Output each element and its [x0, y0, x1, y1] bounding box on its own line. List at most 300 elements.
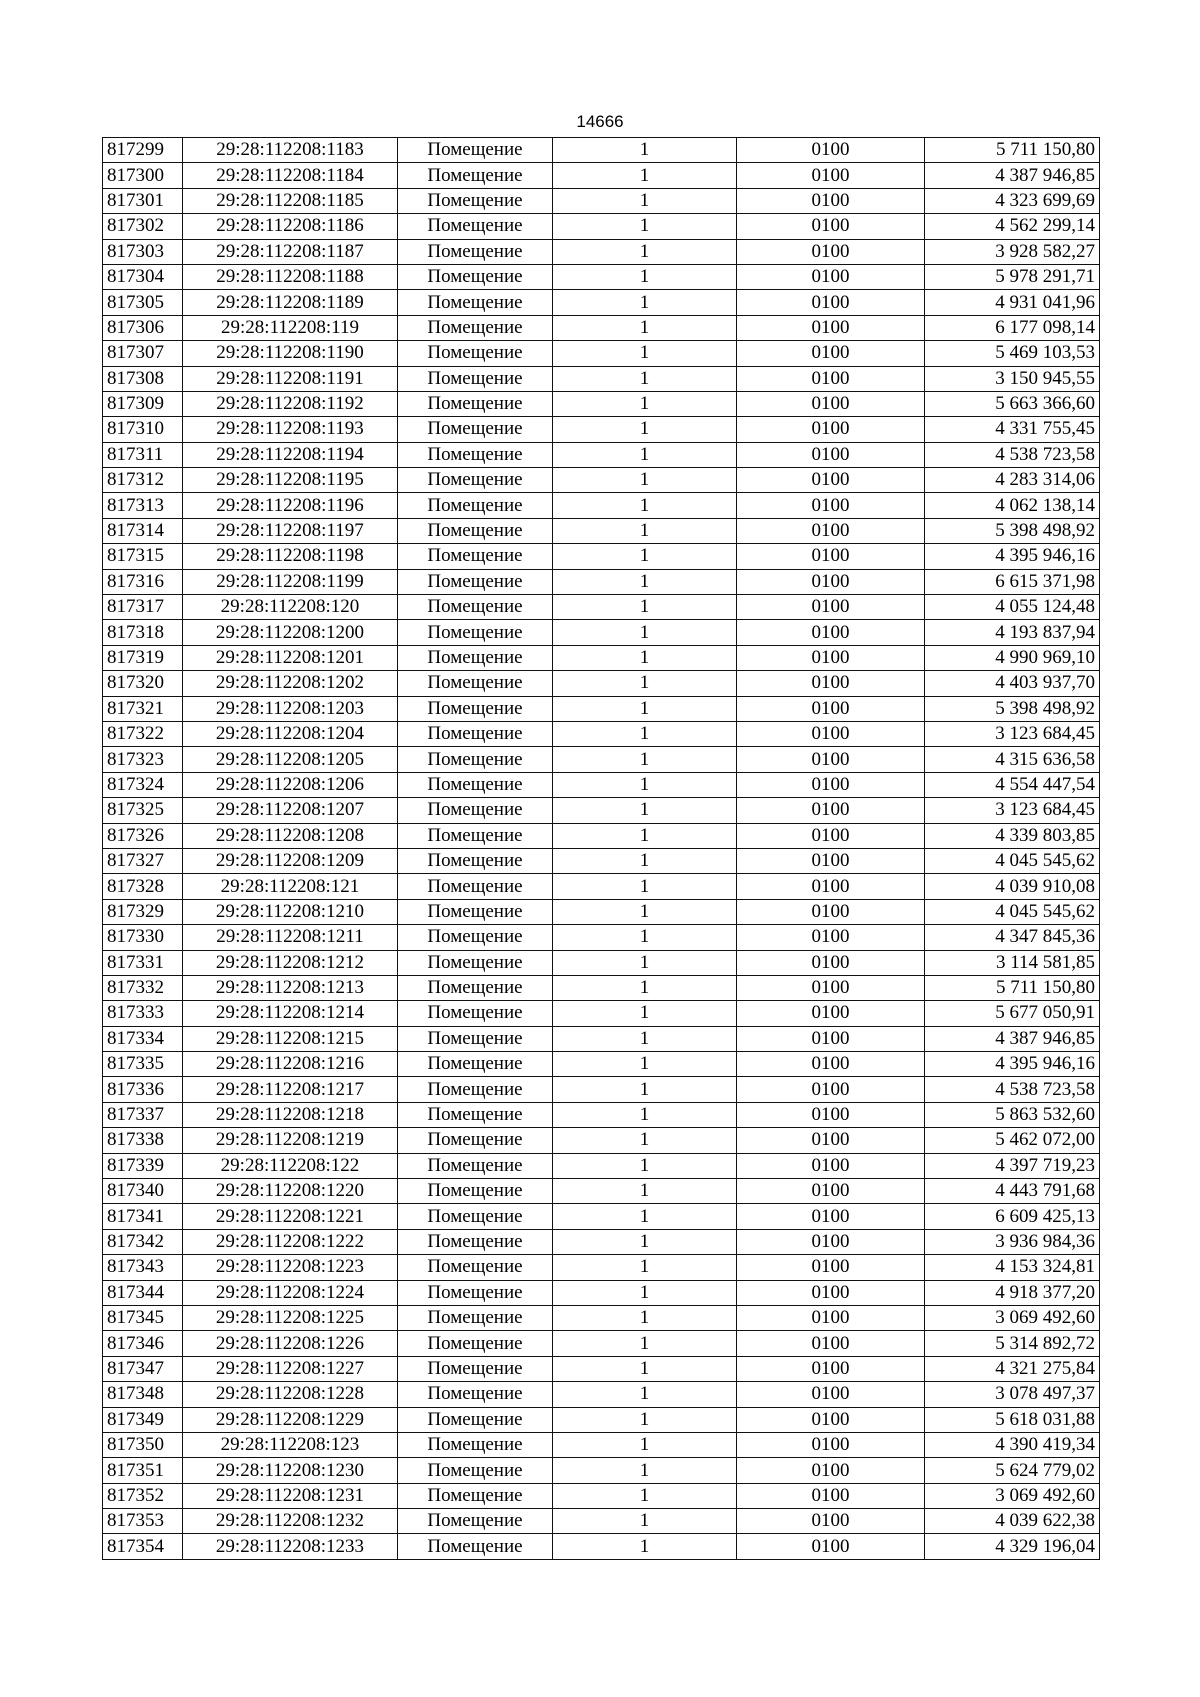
table-row — [103, 188, 1100, 213]
code-cell: 0100 — [737, 214, 925, 239]
code-cell: 0100 — [737, 341, 925, 366]
table-row — [103, 950, 1100, 975]
row-number-cell: 817350 — [103, 1432, 183, 1457]
table-row — [103, 264, 1100, 289]
row-number-cell: 817301 — [103, 188, 183, 213]
table-row — [103, 214, 1100, 239]
quantity-cell: 1 — [553, 264, 737, 289]
cadastral-value-cell: 5 398 498,92 — [925, 696, 1100, 721]
quantity-cell: 1 — [553, 645, 737, 670]
row-number-cell: 817351 — [103, 1458, 183, 1483]
cadastral-value-cell: 4 045 545,62 — [925, 899, 1100, 924]
row-number-cell: 817348 — [103, 1382, 183, 1407]
row-number-cell: 817333 — [103, 1001, 183, 1026]
cadastral-number-cell: 29:28:112208:1232 — [183, 1509, 398, 1534]
row-number-cell: 817335 — [103, 1052, 183, 1077]
row-number-cell: 817343 — [103, 1255, 183, 1280]
cadastral-number-cell: 29:28:112208:122 — [183, 1153, 398, 1178]
cadastral-number-cell: 29:28:112208:1229 — [183, 1407, 398, 1432]
cadastral-number-cell: 29:28:112208:1224 — [183, 1280, 398, 1305]
object-type-cell: Помещение — [398, 1331, 553, 1356]
cadastral-value-cell: 4 403 937,70 — [925, 671, 1100, 696]
quantity-cell: 1 — [553, 950, 737, 975]
object-type-cell: Помещение — [398, 1153, 553, 1178]
quantity-cell: 1 — [553, 747, 737, 772]
code-cell: 0100 — [737, 1179, 925, 1204]
quantity-cell: 1 — [553, 595, 737, 620]
row-number-cell: 817354 — [103, 1534, 183, 1559]
object-type-cell: Помещение — [398, 1255, 553, 1280]
code-cell: 0100 — [737, 645, 925, 670]
cadastral-value-cell: 4 315 636,58 — [925, 747, 1100, 772]
quantity-cell: 1 — [553, 1382, 737, 1407]
row-number-cell: 817325 — [103, 798, 183, 823]
cadastral-number-cell: 29:28:112208:1195 — [183, 468, 398, 493]
table-row — [103, 417, 1100, 442]
table-row — [103, 1179, 1100, 1204]
quantity-cell: 1 — [553, 290, 737, 315]
quantity-cell: 1 — [553, 569, 737, 594]
cadastral-value-cell: 4 039 910,08 — [925, 874, 1100, 899]
row-number-cell: 817353 — [103, 1509, 183, 1534]
object-type-cell: Помещение — [398, 899, 553, 924]
cadastral-number-cell: 29:28:112208:1217 — [183, 1077, 398, 1102]
cadastral-value-cell: 4 347 845,36 — [925, 925, 1100, 950]
cadastral-number-cell: 29:28:112208:1221 — [183, 1204, 398, 1229]
object-type-cell: Помещение — [398, 1229, 553, 1254]
code-cell: 0100 — [737, 747, 925, 772]
quantity-cell: 1 — [553, 417, 737, 442]
cadastral-number-cell: 29:28:112208:1183 — [183, 138, 398, 163]
cadastral-number-cell: 29:28:112208:1190 — [183, 341, 398, 366]
table-row — [103, 1280, 1100, 1305]
object-type-cell: Помещение — [398, 1356, 553, 1381]
cadastral-value-cell: 4 045 545,62 — [925, 848, 1100, 873]
row-number-cell: 817334 — [103, 1026, 183, 1051]
quantity-cell: 1 — [553, 1179, 737, 1204]
cadastral-number-cell: 29:28:112208:1206 — [183, 772, 398, 797]
cadastral-value-cell: 5 978 291,71 — [925, 264, 1100, 289]
code-cell: 0100 — [737, 1356, 925, 1381]
cadastral-value-cell: 4 397 719,23 — [925, 1153, 1100, 1178]
code-cell: 0100 — [737, 1026, 925, 1051]
code-cell: 0100 — [737, 366, 925, 391]
code-cell: 0100 — [737, 1483, 925, 1508]
cadastral-number-cell: 29:28:112208:1213 — [183, 975, 398, 1000]
table-row — [103, 823, 1100, 848]
cadastral-number-cell: 29:28:112208:1188 — [183, 264, 398, 289]
cadastral-number-cell: 29:28:112208:1223 — [183, 1255, 398, 1280]
cadastral-number-cell: 29:28:112208:120 — [183, 595, 398, 620]
table-row — [103, 569, 1100, 594]
object-type-cell: Помещение — [398, 569, 553, 594]
object-type-cell: Помещение — [398, 315, 553, 340]
cadastral-number-cell: 29:28:112208:1191 — [183, 366, 398, 391]
row-number-cell: 817341 — [103, 1204, 183, 1229]
quantity-cell: 1 — [553, 1509, 737, 1534]
row-number-cell: 817300 — [103, 163, 183, 188]
cadastral-value-cell: 5 863 532,60 — [925, 1102, 1100, 1127]
code-cell: 0100 — [737, 1331, 925, 1356]
code-cell: 0100 — [737, 493, 925, 518]
table-row — [103, 595, 1100, 620]
code-cell: 0100 — [737, 1534, 925, 1559]
cadastral-number-cell: 29:28:112208:1193 — [183, 417, 398, 442]
code-cell: 0100 — [737, 1458, 925, 1483]
cadastral-value-cell: 4 538 723,58 — [925, 442, 1100, 467]
cadastral-number-cell: 29:28:112208:1231 — [183, 1483, 398, 1508]
quantity-cell: 1 — [553, 1305, 737, 1330]
code-cell: 0100 — [737, 138, 925, 163]
code-cell: 0100 — [737, 899, 925, 924]
table-row — [103, 1356, 1100, 1381]
object-type-cell: Помещение — [398, 1001, 553, 1026]
code-cell: 0100 — [737, 1280, 925, 1305]
cadastral-value-cell: 4 331 755,45 — [925, 417, 1100, 442]
object-type-cell: Помещение — [398, 1026, 553, 1051]
table-row — [103, 1255, 1100, 1280]
cadastral-number-cell: 29:28:112208:123 — [183, 1432, 398, 1457]
quantity-cell: 1 — [553, 1407, 737, 1432]
cadastral-value-cell: 4 193 837,94 — [925, 620, 1100, 645]
quantity-cell: 1 — [553, 874, 737, 899]
cadastral-number-cell: 29:28:112208:1185 — [183, 188, 398, 213]
object-type-cell: Помещение — [398, 620, 553, 645]
code-cell: 0100 — [737, 1001, 925, 1026]
cadastral-number-cell: 29:28:112208:1207 — [183, 798, 398, 823]
cadastral-number-cell: 29:28:112208:1227 — [183, 1356, 398, 1381]
object-type-cell: Помещение — [398, 925, 553, 950]
object-type-cell: Помещение — [398, 1432, 553, 1457]
cadastral-number-cell: 29:28:112208:1208 — [183, 823, 398, 848]
cadastral-value-cell: 4 339 803,85 — [925, 823, 1100, 848]
cadastral-value-cell: 5 618 031,88 — [925, 1407, 1100, 1432]
cadastral-value-cell: 4 395 946,16 — [925, 1052, 1100, 1077]
table-row — [103, 721, 1100, 746]
code-cell: 0100 — [737, 950, 925, 975]
code-cell: 0100 — [737, 290, 925, 315]
table-row — [103, 1483, 1100, 1508]
code-cell: 0100 — [737, 1153, 925, 1178]
row-number-cell: 817302 — [103, 214, 183, 239]
row-number-cell: 817346 — [103, 1331, 183, 1356]
row-number-cell: 817316 — [103, 569, 183, 594]
row-number-cell: 817328 — [103, 874, 183, 899]
object-type-cell: Помещение — [398, 1382, 553, 1407]
quantity-cell: 1 — [553, 1534, 737, 1559]
cadastral-value-cell: 5 677 050,91 — [925, 1001, 1100, 1026]
object-type-cell: Помещение — [398, 290, 553, 315]
cadastral-value-cell: 3 150 945,55 — [925, 366, 1100, 391]
object-type-cell: Помещение — [398, 341, 553, 366]
code-cell: 0100 — [737, 264, 925, 289]
code-cell: 0100 — [737, 798, 925, 823]
cadastral-value-cell: 4 039 622,38 — [925, 1509, 1100, 1534]
code-cell: 0100 — [737, 848, 925, 873]
registry-table-body — [103, 138, 1100, 1560]
table-row — [103, 1432, 1100, 1457]
code-cell: 0100 — [737, 1128, 925, 1153]
cadastral-number-cell: 29:28:112208:1198 — [183, 544, 398, 569]
code-cell: 0100 — [737, 468, 925, 493]
table-row — [103, 1026, 1100, 1051]
table-row — [103, 620, 1100, 645]
table-row — [103, 341, 1100, 366]
table-row — [103, 1382, 1100, 1407]
object-type-cell: Помещение — [398, 1204, 553, 1229]
cadastral-number-cell: 29:28:112208:1209 — [183, 848, 398, 873]
table-row — [103, 163, 1100, 188]
table-row — [103, 1331, 1100, 1356]
quantity-cell: 1 — [553, 696, 737, 721]
quantity-cell: 1 — [553, 899, 737, 924]
row-number-cell: 817313 — [103, 493, 183, 518]
row-number-cell: 817344 — [103, 1280, 183, 1305]
cadastral-number-cell: 29:28:112208:1202 — [183, 671, 398, 696]
table-row — [103, 518, 1100, 543]
code-cell: 0100 — [737, 1305, 925, 1330]
cadastral-value-cell: 3 936 984,36 — [925, 1229, 1100, 1254]
object-type-cell: Помещение — [398, 671, 553, 696]
quantity-cell: 1 — [553, 1001, 737, 1026]
object-type-cell: Помещение — [398, 1483, 553, 1508]
cadastral-value-cell: 4 443 791,68 — [925, 1179, 1100, 1204]
code-cell: 0100 — [737, 544, 925, 569]
code-cell: 0100 — [737, 1509, 925, 1534]
table-row — [103, 391, 1100, 416]
object-type-cell: Помещение — [398, 163, 553, 188]
object-type-cell: Помещение — [398, 493, 553, 518]
quantity-cell: 1 — [553, 1280, 737, 1305]
cadastral-value-cell: 3 114 581,85 — [925, 950, 1100, 975]
cadastral-number-cell: 29:28:112208:1219 — [183, 1128, 398, 1153]
quantity-cell: 1 — [553, 1026, 737, 1051]
object-type-cell: Помещение — [398, 214, 553, 239]
code-cell: 0100 — [737, 823, 925, 848]
row-number-cell: 817326 — [103, 823, 183, 848]
code-cell: 0100 — [737, 1229, 925, 1254]
cadastral-value-cell: 4 329 196,04 — [925, 1534, 1100, 1559]
cadastral-number-cell: 29:28:112208:1220 — [183, 1179, 398, 1204]
quantity-cell: 1 — [553, 391, 737, 416]
row-number-cell: 817339 — [103, 1153, 183, 1178]
table-row — [103, 1001, 1100, 1026]
quantity-cell: 1 — [553, 366, 737, 391]
object-type-cell: Помещение — [398, 595, 553, 620]
cadastral-number-cell: 29:28:112208:1184 — [183, 163, 398, 188]
row-number-cell: 817312 — [103, 468, 183, 493]
object-type-cell: Помещение — [398, 366, 553, 391]
quantity-cell: 1 — [553, 1255, 737, 1280]
code-cell: 0100 — [737, 1077, 925, 1102]
object-type-cell: Помещение — [398, 1305, 553, 1330]
quantity-cell: 1 — [553, 544, 737, 569]
cadastral-number-cell: 29:28:112208:1205 — [183, 747, 398, 772]
cadastral-value-cell: 6 177 098,14 — [925, 315, 1100, 340]
cadastral-number-cell: 29:28:112208:1225 — [183, 1305, 398, 1330]
object-type-cell: Помещение — [398, 1052, 553, 1077]
cadastral-number-cell: 29:28:112208:1215 — [183, 1026, 398, 1051]
cadastral-value-cell: 4 395 946,16 — [925, 544, 1100, 569]
cadastral-value-cell: 5 663 366,60 — [925, 391, 1100, 416]
quantity-cell: 1 — [553, 772, 737, 797]
code-cell: 0100 — [737, 620, 925, 645]
quantity-cell: 1 — [553, 721, 737, 746]
row-number-cell: 817310 — [103, 417, 183, 442]
row-number-cell: 817307 — [103, 341, 183, 366]
quantity-cell: 1 — [553, 493, 737, 518]
cadastral-number-cell: 29:28:112208:1203 — [183, 696, 398, 721]
row-number-cell: 817317 — [103, 595, 183, 620]
row-number-cell: 817319 — [103, 645, 183, 670]
table-row — [103, 747, 1100, 772]
quantity-cell: 1 — [553, 341, 737, 366]
row-number-cell: 817323 — [103, 747, 183, 772]
cadastral-number-cell: 29:28:112208:1189 — [183, 290, 398, 315]
table-row — [103, 1204, 1100, 1229]
object-type-cell: Помещение — [398, 798, 553, 823]
code-cell: 0100 — [737, 1382, 925, 1407]
object-type-cell: Помещение — [398, 239, 553, 264]
cadastral-value-cell: 4 055 124,48 — [925, 595, 1100, 620]
cadastral-value-cell: 4 538 723,58 — [925, 1077, 1100, 1102]
table-row — [103, 1305, 1100, 1330]
table-row — [103, 1128, 1100, 1153]
quantity-cell: 1 — [553, 468, 737, 493]
quantity-cell: 1 — [553, 214, 737, 239]
quantity-cell: 1 — [553, 1432, 737, 1457]
quantity-cell: 1 — [553, 1331, 737, 1356]
quantity-cell: 1 — [553, 163, 737, 188]
object-type-cell: Помещение — [398, 442, 553, 467]
quantity-cell: 1 — [553, 975, 737, 1000]
cadastral-value-cell: 4 390 419,34 — [925, 1432, 1100, 1457]
cadastral-number-cell: 29:28:112208:1196 — [183, 493, 398, 518]
cadastral-value-cell: 6 615 371,98 — [925, 569, 1100, 594]
table-row — [103, 1458, 1100, 1483]
cadastral-number-cell: 29:28:112208:1197 — [183, 518, 398, 543]
cadastral-number-cell: 29:28:112208:1212 — [183, 950, 398, 975]
row-number-cell: 817304 — [103, 264, 183, 289]
cadastral-value-cell: 4 323 699,69 — [925, 188, 1100, 213]
row-number-cell: 817327 — [103, 848, 183, 873]
cadastral-number-cell: 29:28:112208:1214 — [183, 1001, 398, 1026]
quantity-cell: 1 — [553, 1128, 737, 1153]
table-row — [103, 874, 1100, 899]
cadastral-value-cell: 4 153 324,81 — [925, 1255, 1100, 1280]
object-type-cell: Помещение — [398, 721, 553, 746]
code-cell: 0100 — [737, 442, 925, 467]
object-type-cell: Помещение — [398, 138, 553, 163]
cadastral-number-cell: 29:28:112208:1201 — [183, 645, 398, 670]
row-number-cell: 817303 — [103, 239, 183, 264]
cadastral-value-cell: 3 123 684,45 — [925, 798, 1100, 823]
code-cell: 0100 — [737, 1432, 925, 1457]
table-row — [103, 899, 1100, 924]
row-number-cell: 817311 — [103, 442, 183, 467]
row-number-cell: 817329 — [103, 899, 183, 924]
object-type-cell: Помещение — [398, 950, 553, 975]
cadastral-value-cell: 5 462 072,00 — [925, 1128, 1100, 1153]
object-type-cell: Помещение — [398, 1077, 553, 1102]
object-type-cell: Помещение — [398, 188, 553, 213]
cadastral-number-cell: 29:28:112208:1211 — [183, 925, 398, 950]
cadastral-value-cell: 6 609 425,13 — [925, 1204, 1100, 1229]
cadastral-value-cell: 4 387 946,85 — [925, 163, 1100, 188]
code-cell: 0100 — [737, 391, 925, 416]
table-row — [103, 1229, 1100, 1254]
cadastral-value-cell: 4 387 946,85 — [925, 1026, 1100, 1051]
table-row — [103, 696, 1100, 721]
cadastral-value-cell: 4 554 447,54 — [925, 772, 1100, 797]
quantity-cell: 1 — [553, 1458, 737, 1483]
table-row — [103, 645, 1100, 670]
row-number-cell: 817322 — [103, 721, 183, 746]
object-type-cell: Помещение — [398, 975, 553, 1000]
quantity-cell: 1 — [553, 1102, 737, 1127]
object-type-cell: Помещение — [398, 696, 553, 721]
row-number-cell: 817305 — [103, 290, 183, 315]
cadastral-number-cell: 29:28:112208:1233 — [183, 1534, 398, 1559]
cadastral-value-cell: 4 562 299,14 — [925, 214, 1100, 239]
object-type-cell: Помещение — [398, 544, 553, 569]
row-number-cell: 817345 — [103, 1305, 183, 1330]
table-row — [103, 925, 1100, 950]
table-row — [103, 1052, 1100, 1077]
quantity-cell: 1 — [553, 925, 737, 950]
quantity-cell: 1 — [553, 138, 737, 163]
table-row — [103, 798, 1100, 823]
cadastral-value-cell: 3 928 582,27 — [925, 239, 1100, 264]
table-row — [103, 468, 1100, 493]
quantity-cell: 1 — [553, 1483, 737, 1508]
cadastral-value-cell: 5 398 498,92 — [925, 518, 1100, 543]
cadastral-value-cell: 3 123 684,45 — [925, 721, 1100, 746]
table-row — [103, 442, 1100, 467]
code-cell: 0100 — [737, 874, 925, 899]
row-number-cell: 817299 — [103, 138, 183, 163]
object-type-cell: Помещение — [398, 772, 553, 797]
table-row — [103, 1509, 1100, 1534]
code-cell: 0100 — [737, 315, 925, 340]
code-cell: 0100 — [737, 239, 925, 264]
quantity-cell: 1 — [553, 315, 737, 340]
object-type-cell: Помещение — [398, 1102, 553, 1127]
table-row — [103, 1534, 1100, 1559]
code-cell: 0100 — [737, 1052, 925, 1077]
registry-table — [102, 137, 1100, 1560]
code-cell: 0100 — [737, 188, 925, 213]
quantity-cell: 1 — [553, 518, 737, 543]
quantity-cell: 1 — [553, 1052, 737, 1077]
table-row — [103, 290, 1100, 315]
table-row — [103, 671, 1100, 696]
quantity-cell: 1 — [553, 188, 737, 213]
quantity-cell: 1 — [553, 823, 737, 848]
code-cell: 0100 — [737, 595, 925, 620]
row-number-cell: 817352 — [103, 1483, 183, 1508]
quantity-cell: 1 — [553, 1229, 737, 1254]
cadastral-number-cell: 29:28:112208:1187 — [183, 239, 398, 264]
object-type-cell: Помещение — [398, 1179, 553, 1204]
row-number-cell: 817321 — [103, 696, 183, 721]
table-row — [103, 1407, 1100, 1432]
object-type-cell: Помещение — [398, 645, 553, 670]
row-number-cell: 817306 — [103, 315, 183, 340]
code-cell: 0100 — [737, 772, 925, 797]
row-number-cell: 817330 — [103, 925, 183, 950]
cadastral-value-cell: 5 711 150,80 — [925, 975, 1100, 1000]
